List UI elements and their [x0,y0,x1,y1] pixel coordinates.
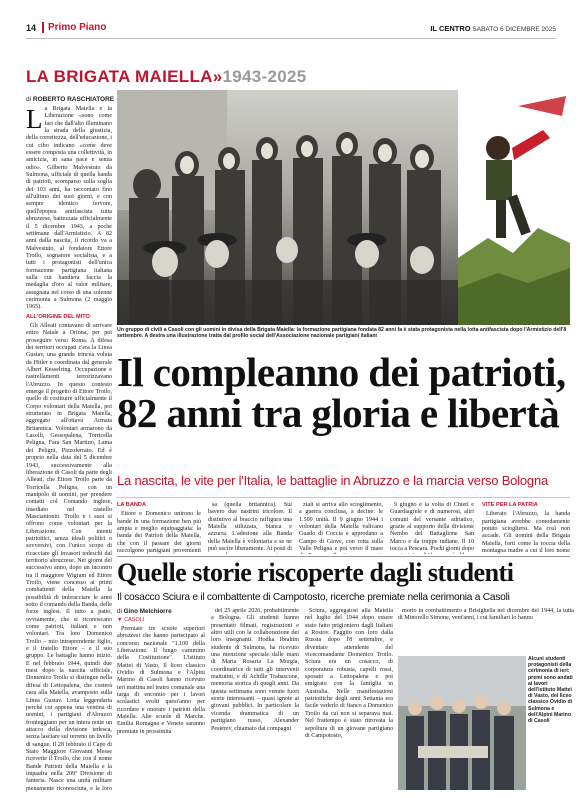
article-column-4 [299,502,383,554]
story2-byline [117,608,172,624]
body-paragraph: del 25 aprile 2026, probabilmente a Bologna. Gli studenti hanno presentato filmati, registrazioni e altro utili con la collaborazione dei loro insegnanti. Hodka Ibrahim studente di Sulmona, ha ricevuto una menzione speciale dalle mani di Maria Rosaria La Morgia, coordinatrice di tutti gli interventi mattutini, e di Achille Trabascone, memoria storica di quegli anni. Da questa settimana sono venute fuori storie interessanti – quasi ignote ai giovani pubblici. In particolare la vicenda drammatica di un partigiano russo, Alexander Pesterev, chiamato dai compagni [211,608,299,732]
body-paragraph: sa (quella britannica). Sul bavero due nastrini tricolore. Il distintivo al braccio raffigura una Maiella stilizzata, bianca e azzurra. L'adesione alla Banda della Maiella è volontaria e se ne può uscire liberamente. Ai posti di [208,502,292,553]
main-photo [117,90,458,325]
body-paragraph: ziali si arriva allo scioglimento, a guerra conclusa, a decine: le 1.500 unità. Il 9 giugno 1944 i volontari della Maiella valicano Guado di Coccia e approdano a Campo di Giove, con rotta sulla Valle Peligna e poi verso il mare [299,502,383,553]
body-paragraph: 9 giugno è la volta di Chieti e Guardiagrele e di numerosi, altri comuni del versante adriatico, grazie al supporto della divisione Nembo del Battaglione San Marco e da truppe indiane. Il 10 tocca a Pescara. Pochi giorni dopo [390,502,474,553]
section-label: Primo Piano [42,22,106,33]
byline-author: ROBERTO RASCHIATORE [32,96,115,103]
kicker-years: 1943-2025 [222,67,307,86]
kicker-separator: » [212,67,223,86]
story2-author: Gino Melchiorre [123,608,172,615]
students-photo [398,656,526,790]
story2-rule [117,556,570,557]
page-header [26,22,556,39]
edition-info [430,24,556,33]
body-paragraph: Premiate tre scuole superiori abruzzesi che hanno partecipato al concorso nazionale "1.100 della Liberazione. Il lungo cammino della Costituzione". L'istituto Mattei di Vasto, Il liceo classico Ovidio di Sulmona e l'Alpini Marino di Casoli hanno ricevuto ieri mattina nel teatro comunale una targa di encomio per i lavori scolastici svolti quest'anno per ricordare e onorare i patrioti della Maiella. Alte scuole di Marche. Emilia Romagna e Veneto saranno premiate in prossimità [117,626,205,735]
article-column-1 [26,106,112,792]
subhead-banda: LA BANDA [117,502,147,508]
story2-column-4 [398,608,574,654]
students-photo-caption: Alcuni studenti protagonisti della cerimonia di ieri: premi sono andati ai lavori dell'istituto Mattei di Vasto, del liceo classico Ovidio di Sulmona e dell'Alpini Marino di Casoli [528,656,573,725]
body-paragraph: Sciura, aggregatosi alla Maiella nel luglio del 1944 dopo essere stato fatto prigioniero dagli Italiani a Rostov. Faggito con loro dalla Russia dopo l'8 settembre, e diventato attendente del vicecomandante Domenico Troilo. Sciura era un cosacco, di corporatura robusta, capelli rossi, sposato a Lettopalena e poi emigrato con la famiglia in Australia. Nelle manifestazioni patriottiche degli anni Settanta era facile vederlo di fianco a Domenico Troilo da cui non si separava mai. Nel frattempo è stato ritrovata la sepoltura di un giovane partigiano di Campotosto, [305,608,393,739]
story2-byline-prefix: di [117,608,122,615]
story2-deck: Il cosacco Sciura e il combattente di Campotosto, ricerche premiate nella cerimonia a Casoli [117,592,510,603]
main-deck: La nascita, le vite per l'Italia, le battaglie in Abruzzo e la marcia verso Bologna [117,473,549,488]
issue-date: SABATO 6 DICEMBRE 2025 [472,26,556,33]
subhead-origin: ALL'ORIGINE DEL MITO [26,313,90,320]
students-group-photo [398,656,526,790]
divider [117,497,570,498]
location-pin-icon: ▼ [117,617,123,623]
body-paragraph: morto in combattimento a Brisighella nel dicembre del 1944, la tutta di Minorello Simone, vent'anni, i cui familiari lo hanno [398,608,574,622]
mountain-illustration [458,88,570,325]
story2-column-1 [117,626,205,792]
main-headline: Il compleanno dei patrioti, 82 anni tra gloria e libertà [117,349,566,436]
article-column-6 [482,502,570,554]
article-column-2 [117,502,201,554]
article-column-5 [390,502,474,554]
kicker-title: LA BRIGATA MAIELLA [26,67,213,86]
article-column-3 [208,502,292,554]
drop-cap: L [26,106,43,134]
byline-prefix: di [26,96,32,103]
body-paragraph: Ettore e Domenico unirono le bande in una formazione ben più ampia e meglio equipaggiata: la banda dei Patrioti della Maiella, che con il passare dei giorni raccolgono partigiani provenienti [117,511,201,554]
partisan-illustration [458,88,570,325]
body-paragraph: Gli Alleati contavano di arrivare entro Natale a Ortona, per poi proseguire verso Roma. A difesa dei territori occupati c'era la Linea Gustav, una grande trincea voluta da Hitler e coordinata dal generale Albert Kesselring. Occupazione e rastrellamenti terrorizzavano l'Abruzzo. In questo contesto emerge il progetto di Ettore Troilo, quello di costituire ufficialmente il Corpo volontari della Maiella, poi strutturato in Brigata Maiella, aggregato all'ottava Armata Britannica. Volontari armarono da Lasolli, Gessopalena, Torricella Peligna, Fara San Martino, Lama dei Peligni, Pizzoferrato. Ed è proprio nella data del 5 dicembre 1943, successivamente alla liberazione di Casoli da parte degli Alleati, che Ettore Troilo parte da Torricella Peligna, con un manipolo di uomini, per prendere contatti col Comando inglese, insediato nel castello Masciantonio. Troilo e i suoi si offrono come volontari per la Liberazione. Con intenti patriottici, senza ideali politici o sovversivi, con l'unico scopo di ricacciare gli invasori tedeschi dal territorio abruzzese. Nei giorni del successivo anno, dopo un incontro tra il maggiore Wigram ed Ettore Troilo, viene concesso ai primi combattenti della Maiella la possibilità di imbracciare le armi sotto il comando della Banda, delle forze inglesi. Il tutto a patto, ovviamente, che si riconoscano come patrioti, italiani e non volontari. Tra loro Domenico Troilo – mio intraprendente figlio, e il fratello Ettore – e il suo gruppo. Le battaglie hanno inizio. E nel febbraio 1944, quindi due mesi dopo la nascita ufficiale, Domenico Troilo si distingue nella difesa di Lettopalena, che costerà cara alla Maiella, avamposto sulla Linea Gustav. Lotta leggendaria perché coi appena una ventina di uomini, i partigiani d'Abruzzo fronteggiano per un intera notte un attacco della divisione tedesca, senza lasciare sul terreno un livello di sangue. Il 28 febbraio il Capo di Stato Maggiore Giovanni Messe ricevette il Troilo, che con il nome Bande Patrioti della Maiella e la inquadra nella 209ª Divisione di fanteria. Nasce una unità militare pienamente riconosciuta, e la loro [26,322,112,792]
partisans-group-photo [117,90,458,325]
section-kicker [26,67,306,87]
story2-headline: Quelle storie riscoperte dagli studenti [117,558,514,587]
story2-location: CASOLI [124,617,145,623]
page-number: 14 [26,23,37,33]
subhead-vite: VITE PER LA PATRIA [482,502,538,508]
masthead: IL CENTRO [430,24,471,33]
intro-paragraph: a Brigata Maiella e la Liberazione «sono come fari che dall'alto illuminano la strada della giustizia, della correttezza, dell'educazione, i cui cibo indicano «come deve essere composta una collettività, in amicizia, in sana pace e senza odio». Gilberto Malvestuto da Sulmona, ufficiale di quella banda di patrioti, scomparso sulla soglia dei 103 anni, ha raccontato fino all'ultimo dei suoi giorni, e con sempre identico fervore, quell'epopea antifascista tutta abruzzese, battezzata ufficialmente il 5 dicembre 1943, a poche settimane dall'Armistizio. A 82 anni dalla nascita, il ricordo va a Malvestuto, al fondatore Ettore Troilo, sognatore socialista, e a tutti i protagonisti dell'unica formazione partigiana italiana sulla cui bandiera faccia la medaglia d'oro al valor militare, assegnata nel corso di una solenne cerimonia a Sulmona (2 maggio 1965). [26,106,112,311]
body-paragraph: Liberato l'Abruzzo, la banda partigiana avrebbe comodamente potuto sciogliersi. Ma così non accade. Gli uomini della Brigata Maiella, forti come la roccia della montagna madre a cui il loro nome [482,511,570,554]
photo-caption: Un gruppo di civili a Casoli con gli uomini in divisa della Brigata Maiella: la formazione partigiana fondata 82 anni fa è stata protagonista nella lotta antifascista dopo l'Armistizio dell'8 settembre. A destra una illustrazione tratta dal profilo social dell'Associazione nazionale partigiani italiani [117,327,567,340]
story2-column-3 [305,608,393,792]
story2-column-2 [211,608,299,792]
byline [26,96,114,103]
